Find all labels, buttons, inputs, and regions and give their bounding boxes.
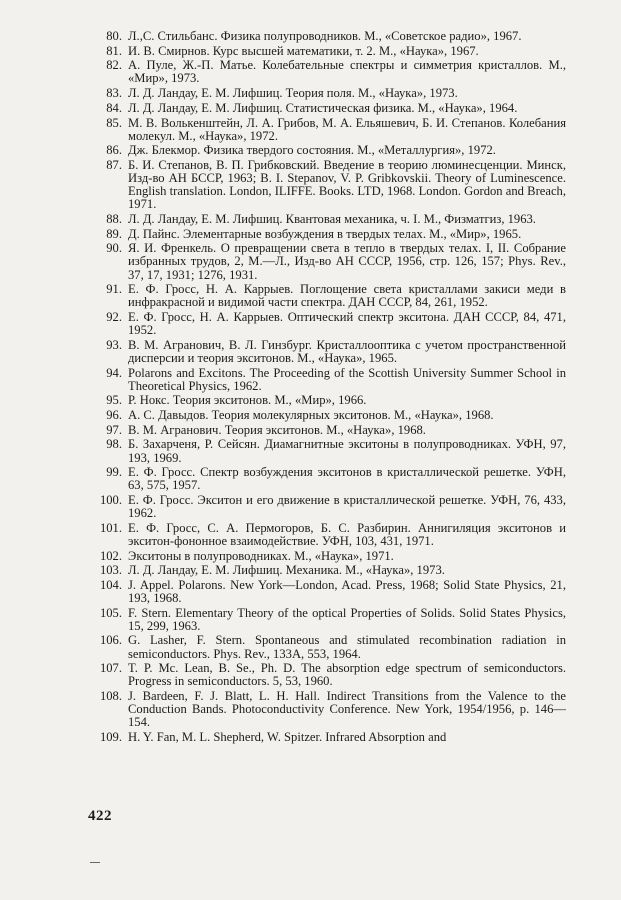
reference-number: 95. xyxy=(106,393,122,408)
reference-number: 108. xyxy=(99,689,122,704)
reference-number: 89. xyxy=(106,226,122,241)
reference-item xyxy=(96,87,566,100)
reference-item xyxy=(96,102,566,115)
reference-text: А. С. Давыдов. Теория молекулярных экситонов. М., «Наука», 1968. xyxy=(128,408,494,423)
reference-item xyxy=(96,394,566,407)
reference-text: Экситоны в полупроводниках. М., «Наука», 1971. xyxy=(128,548,394,563)
reference-text: Л. Д. Ландау, Е. М. Лифшиц. Механика. М., «Наука», 1973. xyxy=(128,563,445,578)
reference-item xyxy=(96,228,566,241)
reference-item xyxy=(96,45,566,58)
reference-number: 103. xyxy=(99,563,122,578)
reference-text: Е. Ф. Гросс, Н. А. Каррыев. Оптический спектр экситона. ДАН СССР, 84, 471, 1952. xyxy=(128,310,566,338)
reference-number: 86. xyxy=(106,143,122,158)
reference-text: Б. Захарченя, Р. Сейсян. Диамагнитные экситоны в полупроводниках. УФН, 97, 193, 1969. xyxy=(128,437,566,465)
reference-item xyxy=(96,30,566,43)
reference-number: 81. xyxy=(106,43,122,58)
reference-text: J. Bardeen, F. J. Blatt, L. H. Hall. Indirect Transitions from the Valence to the Conduction Bands. Photoconductivity Conference. New York, 1954/1956, p. 146—154. xyxy=(128,689,566,730)
reference-list xyxy=(96,30,566,746)
reference-text: Polarons and Excitons. The Proceeding of the Scottish University Summer School in Theoretical Physics, 1962. xyxy=(128,365,566,393)
reference-text: G. Lasher, F. Stern. Spontaneous and stimulated recombination radiation in semiconductors. Phys. Rev., 133A, 553, 1964. xyxy=(128,633,566,661)
reference-item xyxy=(96,494,566,520)
reference-text: Л. Д. Ландау, Е. М. Лифшиц. Теория поля. М., «Наука», 1973. xyxy=(128,86,458,101)
reference-item xyxy=(96,731,566,744)
reference-text: Л. Д. Ландау, Е. М. Лифшиц. Квантовая механика, ч. I. М., Физматгиз, 1963. xyxy=(128,211,536,226)
reference-item xyxy=(96,438,566,464)
reference-number: 94. xyxy=(106,365,122,380)
reference-text: Б. И. Степанов, В. П. Грибковский. Введение в теорию люминесценции. Минск, Изд-во АН БССР, 1963; B. I. Stepanov, V. P. Gribkovskii. Theory of Luminescence. English translation. London, ILIFFE. Books. LTD, 1968. London. Gordon and Breach, 1971. xyxy=(128,158,566,212)
reference-text: М. В. Волькенштейн, Л. А. Грибов, М. А. Ельяшевич, Б. И. Степанов. Колебания молекул. М., «Наука», 1972. xyxy=(128,115,566,143)
reference-number: 87. xyxy=(106,158,122,172)
reference-item xyxy=(96,564,566,577)
reference-item xyxy=(96,311,566,337)
reference-item xyxy=(96,367,566,393)
reference-number: 100. xyxy=(99,492,122,507)
reference-item xyxy=(96,339,566,365)
reference-number: 104. xyxy=(99,577,122,592)
reference-number: 91. xyxy=(106,282,122,297)
reference-number: 97. xyxy=(106,422,122,437)
reference-item xyxy=(96,213,566,226)
reference-text: Д. Пайнс. Элементарные возбуждения в твердых телах. М., «Мир», 1965. xyxy=(128,226,522,241)
page-number: 422 xyxy=(88,808,112,824)
footer-mark xyxy=(90,862,100,863)
reference-number: 84. xyxy=(106,100,122,115)
reference-text: Е. Ф. Гросс, С. А. Пермогоров, Б. С. Разбирин. Аннигиляция экситонов и экситон-фононное взаимодействие. УФН, 103, 431, 1971. xyxy=(128,520,566,548)
reference-number: 96. xyxy=(106,408,122,423)
reference-text: Е. Ф. Гросс. Спектр возбуждения экситонов в кристаллической решетке. УФН, 63, 575, 1957. xyxy=(128,465,566,493)
reference-item xyxy=(96,607,566,633)
reference-text: T. P. Mc. Lean, B. Se., Ph. D. The absorption edge spectrum of semiconductors. Progress in semiconductors. 5, 53, 1960. xyxy=(128,661,566,689)
reference-text: Л.,С. Стильбанс. Физика полупроводников. М., «Советское радио», 1967. xyxy=(128,29,522,43)
reference-text: Я. И. Френкель. О превращении света в тепло в твердых телах. I, II. Собрание избранных трудов, 2, М.—Л., Изд-во АН СССР, 1956, стр. 126, 157; Phys. Rev., 37, 17, 1931; 1276, 1931. xyxy=(128,241,566,282)
reference-item xyxy=(96,634,566,660)
reference-item xyxy=(96,159,566,211)
reference-number: 92. xyxy=(106,310,122,324)
reference-text: В. М. Агранович. Теория экситонов. М., «Наука», 1968. xyxy=(128,422,426,437)
reference-number: 80. xyxy=(106,29,122,43)
reference-item xyxy=(96,662,566,688)
reference-number: 109. xyxy=(99,729,122,744)
reference-text: J. Appel. Polarons. New York—London, Acad. Press, 1968; Solid State Physics, 21, 193, 1968. xyxy=(128,577,566,605)
reference-text: И. В. Смирнов. Курс высшей математики, т. 2. М., «Наука», 1967. xyxy=(128,43,479,58)
reference-number: 98. xyxy=(106,437,122,452)
reference-item xyxy=(96,522,566,548)
reference-item xyxy=(96,117,566,143)
reference-text: Р. Нокс. Теория экситонов. М., «Мир», 1966. xyxy=(128,393,367,408)
reference-text: В. М. Агранович, В. Л. Гинзбург. Кристаллооптика с учетом пространственной дисперсии и теория экситонов. М., «Наука», 1965. xyxy=(128,337,566,365)
reference-text: F. Stern. Elementary Theory of the optical Properties of Solids. Solid States Physics, 15, 299, 1963. xyxy=(128,605,566,633)
reference-item xyxy=(96,690,566,729)
reference-number: 102. xyxy=(99,548,122,563)
reference-number: 85. xyxy=(106,115,122,130)
reference-number: 90. xyxy=(106,241,122,256)
reference-number: 82. xyxy=(106,58,122,73)
reference-item xyxy=(96,550,566,563)
reference-number: 93. xyxy=(106,337,122,352)
reference-text: А. Пуле, Ж.-П. Матье. Колебательные спектры и симметрия кристаллов. М., «Мир», 1973. xyxy=(128,58,566,86)
reference-number: 88. xyxy=(106,211,122,226)
reference-number: 105. xyxy=(99,605,122,620)
reference-item xyxy=(96,579,566,605)
reference-text: H. Y. Fan, M. L. Shepherd, W. Spitzer. Infrared Absorption and xyxy=(128,729,447,744)
reference-item xyxy=(96,59,566,85)
reference-item xyxy=(96,409,566,422)
reference-number: 101. xyxy=(99,520,122,535)
reference-number: 83. xyxy=(106,86,122,101)
reference-number: 99. xyxy=(106,465,122,480)
reference-number: 107. xyxy=(99,661,122,676)
reference-text: Дж. Блекмор. Физика твердого состояния. М., «Металлургия», 1972. xyxy=(128,143,496,158)
reference-text: Е. Ф. Гросс. Экситон и его движение в кристаллической решетке. УФН, 76, 433, 1962. xyxy=(128,492,566,521)
reference-number: 106. xyxy=(99,633,122,648)
reference-item xyxy=(96,242,566,281)
reference-text: Л. Д. Ландау, Е. М. Лифшиц. Статистическая физика. М., «Наука», 1964. xyxy=(128,100,518,115)
reference-item xyxy=(96,466,566,492)
reference-text: Е. Ф. Гросс, Н. А. Каррыев. Поглощение света кристаллами закиси меди в инфракрасной и видимой части спектра. ДАН СССР, 84, 261, 1952. xyxy=(128,282,566,310)
reference-item xyxy=(96,144,566,157)
reference-item xyxy=(96,424,566,437)
reference-item xyxy=(96,283,566,309)
